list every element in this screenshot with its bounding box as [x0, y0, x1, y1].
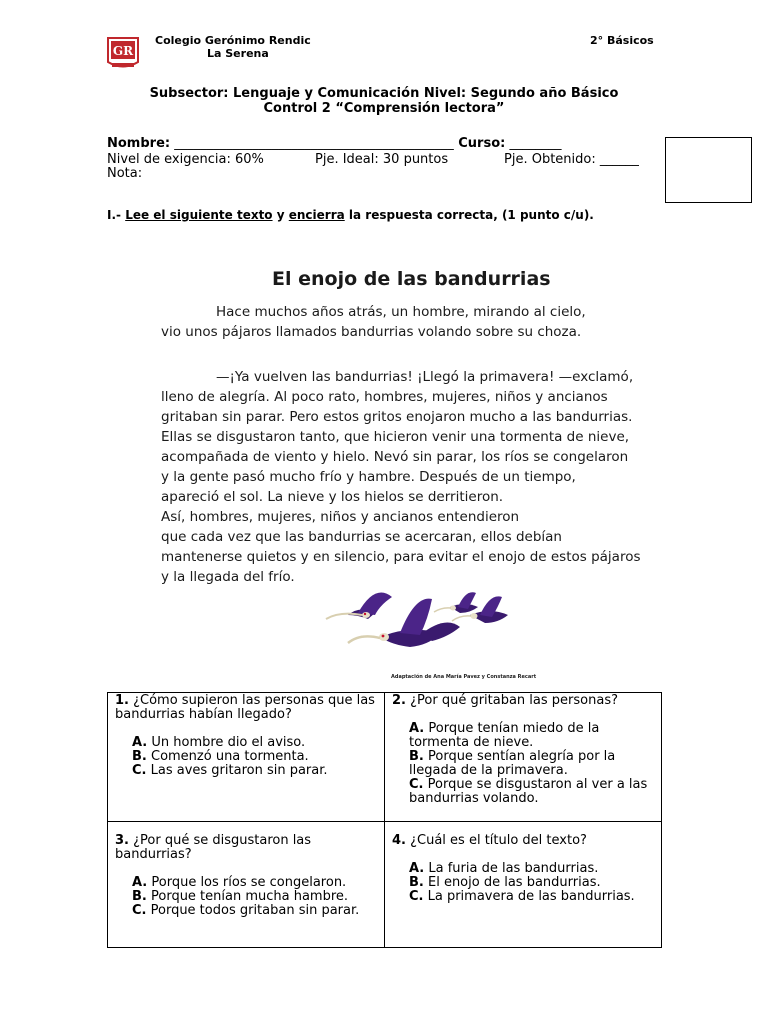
story-line: apareció el sol. La nieve y los hielos se derritieron.	[161, 489, 504, 505]
answer-option[interactable]: B. Comenzó una tormenta.	[132, 749, 309, 764]
story-line: y la gente pasó mucho frío y hambre. Después de un tiempo,	[161, 469, 576, 485]
question-3	[115, 834, 377, 918]
answer-option[interactable]: B. Porque sentían alegría por la llegada de la primavera.	[409, 749, 616, 778]
question-number: 4.	[392, 833, 406, 848]
school-city: La Serena	[207, 47, 269, 60]
story-line: y la llegada del frío.	[161, 569, 295, 585]
bandurrias-illustration	[320, 585, 545, 675]
story-line: acompañada de viento y hielo. Nevó sin parar, los ríos se congelaron	[161, 449, 629, 465]
question-number: 3.	[115, 833, 129, 848]
story-title: El enojo de las bandurrias	[272, 268, 551, 290]
subsector-heading: Subsector: Lenguaje y Comunicación Nivel: Segundo año Básico	[149, 86, 619, 101]
story-line: vio unos pájaros llamados bandurrias volando sobre su choza.	[161, 324, 582, 340]
school-name: Colegio Gerónimo Rendic	[155, 34, 311, 47]
story-line: gritaban sin parar. Pero estos gritos enojaron mucho a las bandurrias.	[161, 409, 633, 425]
story-line: mantenerse quietos y en silencio, para evitar el enojo de estos pájaros	[161, 549, 641, 565]
answer-option[interactable]: C. Las aves gritaron sin parar.	[132, 763, 328, 778]
school-crest-logo	[106, 36, 140, 72]
answer-option[interactable]: C. Porque se disgustaron al ver a las bandurrias volando.	[409, 777, 648, 806]
name-course-row	[107, 136, 561, 151]
answer-option[interactable]: A. Porque tenían miedo de la tormenta de nieve.	[409, 721, 600, 750]
instruction-read: Lee el siguiente texto	[125, 208, 273, 222]
answer-option[interactable]: B. Porque tenían mucha hambre.	[132, 889, 349, 904]
bird-icon	[326, 593, 392, 619]
instruction-suffix: la respuesta correcta, (1 punto c/u).	[344, 208, 594, 222]
story-line: Ellas se disgustaron tanto, que hicieron venir una tormenta de nieve,	[161, 429, 630, 445]
story-line: que cada vez que las bandurrias se acercaran, ellos debían	[161, 529, 562, 545]
story-line: —¡Ya vuelven las bandurrias! ¡Llegó la primavera! —exclamó,	[216, 369, 634, 385]
question-4	[392, 834, 654, 904]
story-line: lleno de alegría. Al poco rato, hombres, mujeres, niños y ancianos	[161, 389, 608, 405]
instruction-circle: encierra	[288, 208, 345, 222]
question-2	[392, 694, 654, 806]
story-paragraph-1	[161, 302, 586, 342]
question-text: ¿Cuál es el título del texto?	[405, 833, 587, 848]
answer-option[interactable]: B. El enojo de las bandurrias.	[409, 875, 601, 890]
story-line: Así, hombres, mujeres, niños y ancianos entendieron	[161, 509, 520, 525]
story-line: Hace muchos años atrás, un hombre, mirando al cielo,	[216, 304, 586, 320]
bird-icon	[434, 592, 478, 613]
instruction-mid: y	[272, 208, 289, 222]
answer-option[interactable]: C. Porque todos gritaban sin parar.	[132, 903, 360, 918]
question-number: 2.	[392, 693, 406, 708]
instruction	[107, 208, 594, 222]
question-text: ¿Por qué se disgustaron las bandurrias?	[115, 833, 312, 862]
instruction-prefix: I.-	[107, 208, 126, 222]
name-label: Nombre:	[107, 136, 171, 151]
obtained-score[interactable]: Pje. Obtenido: ______	[504, 152, 639, 167]
story-paragraph-2	[161, 367, 641, 587]
grade-box[interactable]	[665, 137, 752, 203]
score-row	[107, 152, 639, 167]
questions-table	[107, 692, 662, 948]
question-number: 1.	[115, 693, 129, 708]
control-heading: Control 2 “Comprensión lectora”	[263, 101, 505, 116]
question-1	[115, 694, 377, 778]
answer-option[interactable]: C. La primavera de las bandurrias.	[409, 889, 635, 904]
course-label: Curso:	[453, 136, 506, 151]
question-text: ¿Por qué gritaban las personas?	[405, 693, 618, 708]
name-field[interactable]: ___________________________________________	[170, 136, 454, 151]
story-credit: Adaptación de Ana María Pavez y Constanza Recart	[391, 674, 537, 680]
answer-option[interactable]: A. Un hombre dio el aviso.	[132, 735, 306, 750]
course-field[interactable]: ________	[505, 136, 562, 151]
answer-option[interactable]: A. Porque los ríos se congelaron.	[132, 875, 347, 890]
grade-level: 2° Básicos	[590, 34, 654, 47]
ideal-score: Pje. Ideal: 30 puntos	[315, 152, 449, 167]
nota-label: Nota:	[107, 166, 143, 181]
crest-letters: GR	[112, 44, 134, 58]
exigency-level: Nivel de exigencia: 60%	[107, 152, 264, 167]
answer-option[interactable]: A. La furia de las bandurrias.	[409, 861, 599, 876]
question-text: ¿Cómo supieron las personas que las bandurrias habían llegado?	[115, 693, 375, 722]
